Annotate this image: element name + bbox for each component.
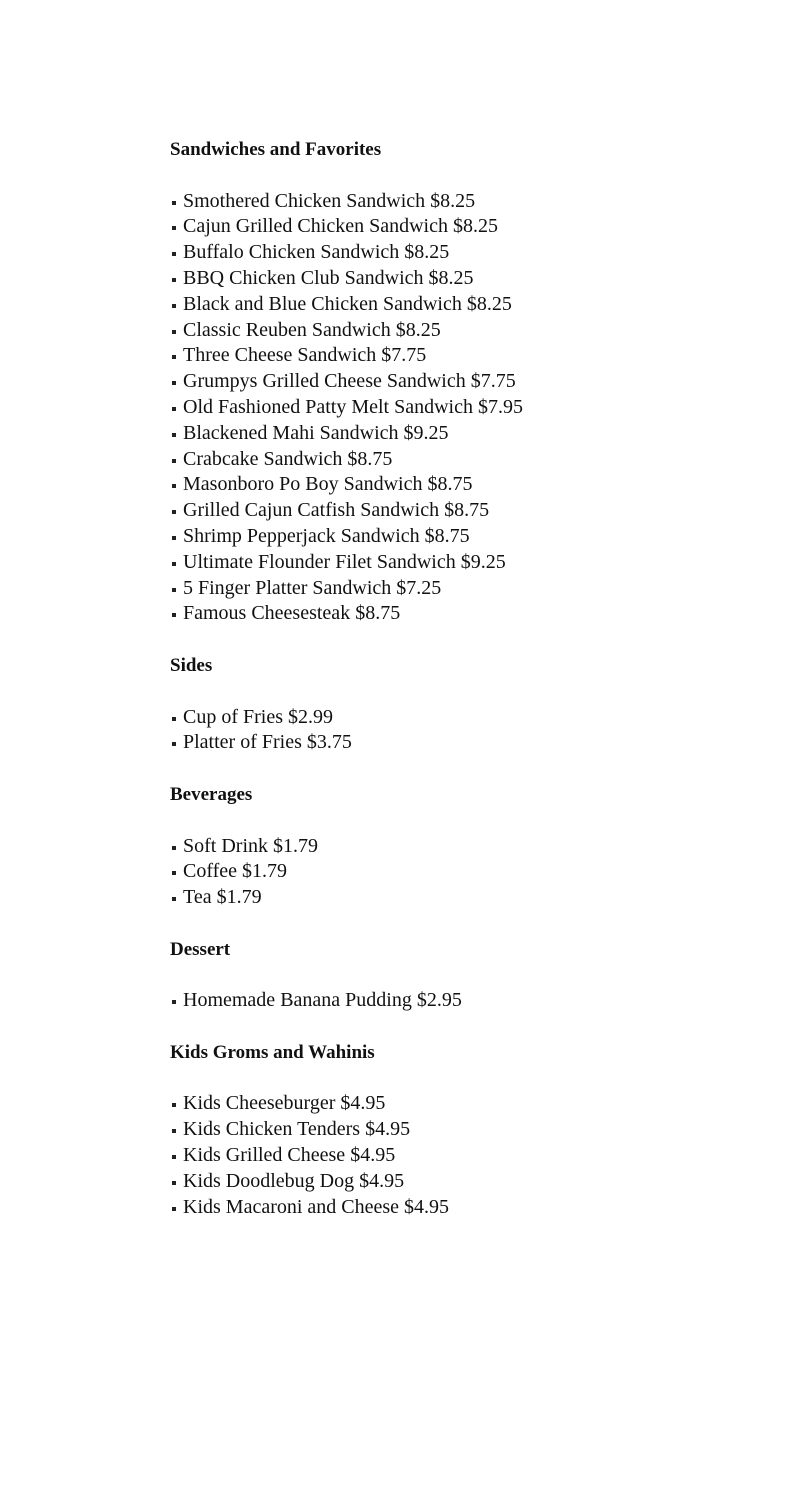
menu-item: Kids Macaroni and Cheese $4.95 (170, 1195, 770, 1221)
section-heading: Kids Groms and Wahinis (170, 1041, 375, 1063)
menu-item: Famous Cheesesteak $8.75 (170, 601, 770, 627)
menu-item: Grilled Cajun Catfish Sandwich $8.75 (170, 498, 770, 524)
menu-item-list (170, 1091, 770, 1220)
menu-item: Blackened Mahi Sandwich $9.25 (170, 421, 770, 447)
menu-item: Crabcake Sandwich $8.75 (170, 447, 770, 473)
menu-item: Ultimate Flounder Filet Sandwich $9.25 (170, 550, 770, 576)
menu-item-list (170, 189, 770, 628)
menu-item: Cajun Grilled Chicken Sandwich $8.25 (170, 214, 770, 240)
menu-item: Smothered Chicken Sandwich $8.25 (170, 189, 770, 215)
menu-item: Soft Drink $1.79 (170, 834, 770, 860)
menu-item: Cup of Fries $2.99 (170, 705, 770, 731)
menu-item: Grumpys Grilled Cheese Sandwich $7.75 (170, 369, 770, 395)
section-heading: Dessert (170, 938, 231, 960)
menu-item: BBQ Chicken Club Sandwich $8.25 (170, 266, 770, 292)
menu-item: Old Fashioned Patty Melt Sandwich $7.95 (170, 395, 770, 421)
section-heading: Sandwiches and Favorites (170, 139, 382, 160)
menu-item: Buffalo Chicken Sandwich $8.25 (170, 240, 770, 266)
menu-item: Black and Blue Chicken Sandwich $8.25 (170, 292, 770, 318)
menu-item: Classic Reuben Sandwich $8.25 (170, 318, 770, 344)
menu-item: Kids Cheeseburger $4.95 (170, 1091, 770, 1117)
menu-section (170, 782, 770, 937)
menu-section (170, 937, 770, 1040)
menu-item-list (170, 988, 770, 1014)
section-heading: Sides (170, 654, 213, 676)
menu-item: Kids Chicken Tenders $4.95 (170, 1117, 770, 1143)
menu-item: Homemade Banana Pudding $2.95 (170, 988, 770, 1014)
menu-item-list (170, 834, 770, 911)
menu-section (170, 137, 770, 653)
menu-item: Kids Doodlebug Dog $4.95 (170, 1169, 770, 1195)
menu-section (170, 1040, 770, 1221)
menu-item: Shrimp Pepperjack Sandwich $8.75 (170, 524, 770, 550)
menu-item-list (170, 705, 770, 757)
menu-item: Masonboro Po Boy Sandwich $8.75 (170, 472, 770, 498)
menu-item: Three Cheese Sandwich $7.75 (170, 343, 770, 369)
menu-item: Coffee $1.79 (170, 859, 770, 885)
menu-section (170, 653, 770, 782)
menu-item: 5 Finger Platter Sandwich $7.25 (170, 576, 770, 602)
menu-document (170, 137, 770, 1220)
section-heading: Beverages (170, 783, 253, 805)
menu-item: Tea $1.79 (170, 885, 770, 911)
menu-item: Kids Grilled Cheese $4.95 (170, 1143, 770, 1169)
menu-item: Platter of Fries $3.75 (170, 730, 770, 756)
